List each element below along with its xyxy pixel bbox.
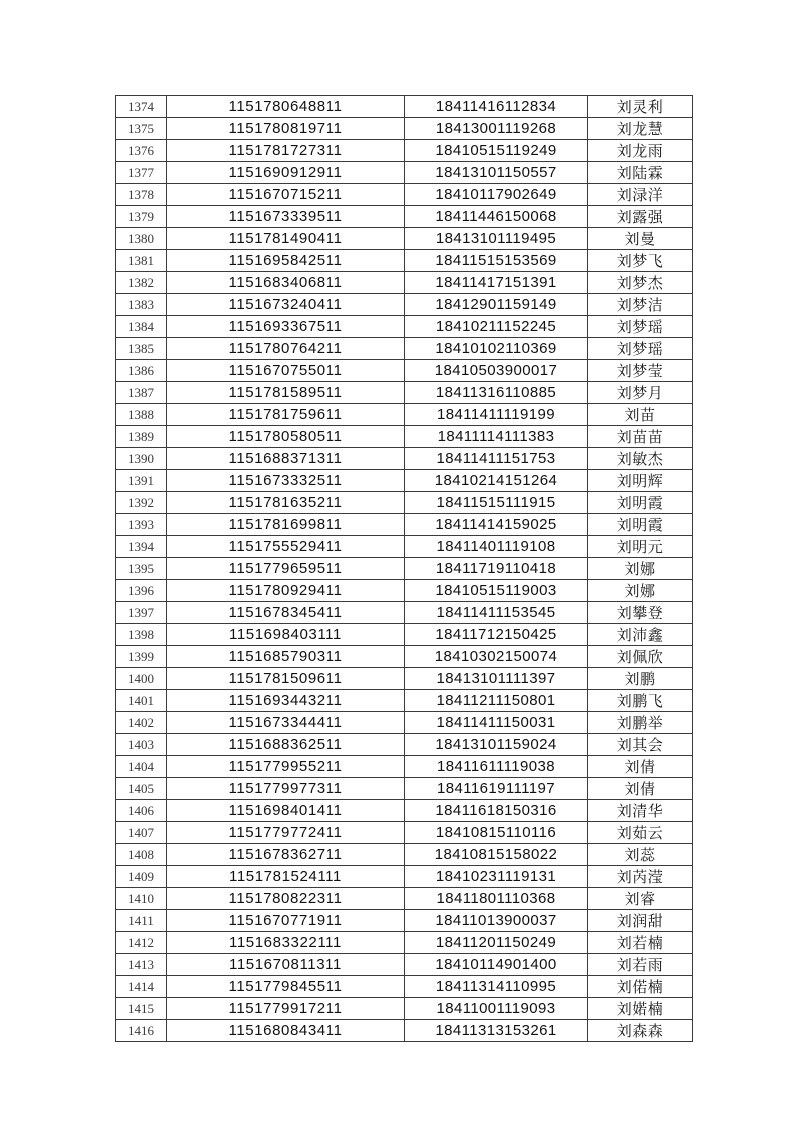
id-number-cell: 1151780822311 bbox=[167, 888, 405, 910]
code-number-cell: 18410302150074 bbox=[405, 646, 588, 668]
code-number-cell: 18413001119268 bbox=[405, 118, 588, 140]
person-name-cell: 刘渌洋 bbox=[588, 184, 693, 206]
table-row bbox=[116, 140, 693, 162]
table-row bbox=[116, 954, 693, 976]
table-row bbox=[116, 338, 693, 360]
id-number-cell: 1151779955211 bbox=[167, 756, 405, 778]
row-number-cell: 1408 bbox=[116, 844, 167, 866]
code-number-cell: 18413101159024 bbox=[405, 734, 588, 756]
code-number-cell: 18410231119131 bbox=[405, 866, 588, 888]
id-number-cell: 1151781524111 bbox=[167, 866, 405, 888]
row-number-cell: 1412 bbox=[116, 932, 167, 954]
table-row bbox=[116, 668, 693, 690]
table-row bbox=[116, 426, 693, 448]
code-number-cell: 18411611119038 bbox=[405, 756, 588, 778]
id-number-cell: 1151695842511 bbox=[167, 250, 405, 272]
row-number-cell: 1395 bbox=[116, 558, 167, 580]
row-number-cell: 1390 bbox=[116, 448, 167, 470]
id-number-cell: 1151781699811 bbox=[167, 514, 405, 536]
person-name-cell: 刘蕊 bbox=[588, 844, 693, 866]
table-row bbox=[116, 976, 693, 998]
row-number-cell: 1378 bbox=[116, 184, 167, 206]
code-number-cell: 18410102110369 bbox=[405, 338, 588, 360]
row-number-cell: 1403 bbox=[116, 734, 167, 756]
id-number-cell: 1151683322111 bbox=[167, 932, 405, 954]
table-row bbox=[116, 470, 693, 492]
code-number-cell: 18411414159025 bbox=[405, 514, 588, 536]
person-name-cell: 刘鹏飞 bbox=[588, 690, 693, 712]
person-name-cell: 刘倩 bbox=[588, 756, 693, 778]
code-number-cell: 18413101111397 bbox=[405, 668, 588, 690]
table-row bbox=[116, 888, 693, 910]
table-row bbox=[116, 448, 693, 470]
id-number-cell: 1151670715211 bbox=[167, 184, 405, 206]
code-number-cell: 18411515153569 bbox=[405, 250, 588, 272]
person-name-cell: 刘佩欣 bbox=[588, 646, 693, 668]
table-row bbox=[116, 96, 693, 118]
table-row bbox=[116, 250, 693, 272]
table-row bbox=[116, 360, 693, 382]
code-number-cell: 18410503900017 bbox=[405, 360, 588, 382]
person-name-cell: 刘倩 bbox=[588, 778, 693, 800]
id-number-cell: 1151688371311 bbox=[167, 448, 405, 470]
row-number-cell: 1374 bbox=[116, 96, 167, 118]
row-number-cell: 1410 bbox=[116, 888, 167, 910]
row-number-cell: 1377 bbox=[116, 162, 167, 184]
code-number-cell: 18411211150801 bbox=[405, 690, 588, 712]
person-name-cell: 刘若雨 bbox=[588, 954, 693, 976]
person-name-cell: 刘芮滢 bbox=[588, 866, 693, 888]
row-number-cell: 1416 bbox=[116, 1020, 167, 1042]
table-row bbox=[116, 184, 693, 206]
code-number-cell: 18411313153261 bbox=[405, 1020, 588, 1042]
row-number-cell: 1381 bbox=[116, 250, 167, 272]
id-number-cell: 1151781727311 bbox=[167, 140, 405, 162]
code-number-cell: 18410515119003 bbox=[405, 580, 588, 602]
row-number-cell: 1401 bbox=[116, 690, 167, 712]
row-number-cell: 1400 bbox=[116, 668, 167, 690]
person-name-cell: 刘森森 bbox=[588, 1020, 693, 1042]
id-number-cell: 1151781490411 bbox=[167, 228, 405, 250]
id-number-cell: 1151688362511 bbox=[167, 734, 405, 756]
table-row bbox=[116, 778, 693, 800]
row-number-cell: 1380 bbox=[116, 228, 167, 250]
roster-table bbox=[115, 95, 693, 1042]
table-row bbox=[116, 756, 693, 778]
code-number-cell: 18411719110418 bbox=[405, 558, 588, 580]
person-name-cell: 刘龙慧 bbox=[588, 118, 693, 140]
id-number-cell: 1151678345411 bbox=[167, 602, 405, 624]
table-row bbox=[116, 294, 693, 316]
code-number-cell: 18410114901400 bbox=[405, 954, 588, 976]
person-name-cell: 刘梦飞 bbox=[588, 250, 693, 272]
person-name-cell: 刘睿 bbox=[588, 888, 693, 910]
row-number-cell: 1394 bbox=[116, 536, 167, 558]
code-number-cell: 18411411153545 bbox=[405, 602, 588, 624]
row-number-cell: 1415 bbox=[116, 998, 167, 1020]
row-number-cell: 1391 bbox=[116, 470, 167, 492]
person-name-cell: 刘偌楠 bbox=[588, 976, 693, 998]
roster-table-body bbox=[116, 96, 693, 1042]
row-number-cell: 1402 bbox=[116, 712, 167, 734]
code-number-cell: 18411712150425 bbox=[405, 624, 588, 646]
id-number-cell: 1151781635211 bbox=[167, 492, 405, 514]
table-row bbox=[116, 162, 693, 184]
row-number-cell: 1388 bbox=[116, 404, 167, 426]
id-number-cell: 1151673339511 bbox=[167, 206, 405, 228]
row-number-cell: 1404 bbox=[116, 756, 167, 778]
code-number-cell: 18411201150249 bbox=[405, 932, 588, 954]
id-number-cell: 1151780648811 bbox=[167, 96, 405, 118]
code-number-cell: 18411316110885 bbox=[405, 382, 588, 404]
id-number-cell: 1151755529411 bbox=[167, 536, 405, 558]
person-name-cell: 刘沛鑫 bbox=[588, 624, 693, 646]
table-row bbox=[116, 998, 693, 1020]
code-number-cell: 18412901159149 bbox=[405, 294, 588, 316]
id-number-cell: 1151673332511 bbox=[167, 470, 405, 492]
row-number-cell: 1396 bbox=[116, 580, 167, 602]
table-row bbox=[116, 690, 693, 712]
person-name-cell: 刘陆霖 bbox=[588, 162, 693, 184]
row-number-cell: 1405 bbox=[116, 778, 167, 800]
person-name-cell: 刘露强 bbox=[588, 206, 693, 228]
table-row bbox=[116, 118, 693, 140]
row-number-cell: 1392 bbox=[116, 492, 167, 514]
table-row bbox=[116, 514, 693, 536]
id-number-cell: 1151698403111 bbox=[167, 624, 405, 646]
code-number-cell: 18411411119199 bbox=[405, 404, 588, 426]
code-number-cell: 18411401119108 bbox=[405, 536, 588, 558]
id-number-cell: 1151780580511 bbox=[167, 426, 405, 448]
person-name-cell: 刘梦杰 bbox=[588, 272, 693, 294]
id-number-cell: 1151779659511 bbox=[167, 558, 405, 580]
code-number-cell: 18413101119495 bbox=[405, 228, 588, 250]
person-name-cell: 刘鹏举 bbox=[588, 712, 693, 734]
person-name-cell: 刘龙雨 bbox=[588, 140, 693, 162]
code-number-cell: 18411619111197 bbox=[405, 778, 588, 800]
table-row bbox=[116, 316, 693, 338]
row-number-cell: 1389 bbox=[116, 426, 167, 448]
row-number-cell: 1411 bbox=[116, 910, 167, 932]
code-number-cell: 18413101150557 bbox=[405, 162, 588, 184]
row-number-cell: 1379 bbox=[116, 206, 167, 228]
code-number-cell: 18411417151391 bbox=[405, 272, 588, 294]
id-number-cell: 1151683406811 bbox=[167, 272, 405, 294]
person-name-cell: 刘梦瑶 bbox=[588, 338, 693, 360]
id-number-cell: 1151673344411 bbox=[167, 712, 405, 734]
id-number-cell: 1151779772411 bbox=[167, 822, 405, 844]
table-row bbox=[116, 1020, 693, 1042]
id-number-cell: 1151680843411 bbox=[167, 1020, 405, 1042]
table-row bbox=[116, 712, 693, 734]
code-number-cell: 18410515119249 bbox=[405, 140, 588, 162]
person-name-cell: 刘鹏 bbox=[588, 668, 693, 690]
person-name-cell: 刘娜 bbox=[588, 558, 693, 580]
id-number-cell: 1151693443211 bbox=[167, 690, 405, 712]
row-number-cell: 1385 bbox=[116, 338, 167, 360]
table-row bbox=[116, 734, 693, 756]
table-row bbox=[116, 866, 693, 888]
person-name-cell: 刘苗苗 bbox=[588, 426, 693, 448]
person-name-cell: 刘梦瑶 bbox=[588, 316, 693, 338]
row-number-cell: 1406 bbox=[116, 800, 167, 822]
id-number-cell: 1151673240411 bbox=[167, 294, 405, 316]
person-name-cell: 刘婼楠 bbox=[588, 998, 693, 1020]
id-number-cell: 1151690912911 bbox=[167, 162, 405, 184]
code-number-cell: 18411515111915 bbox=[405, 492, 588, 514]
code-number-cell: 18410214151264 bbox=[405, 470, 588, 492]
table-row bbox=[116, 624, 693, 646]
code-number-cell: 18411314110995 bbox=[405, 976, 588, 998]
id-number-cell: 1151698401411 bbox=[167, 800, 405, 822]
table-row bbox=[116, 602, 693, 624]
id-number-cell: 1151678362711 bbox=[167, 844, 405, 866]
code-number-cell: 18411114111383 bbox=[405, 426, 588, 448]
id-number-cell: 1151685790311 bbox=[167, 646, 405, 668]
code-number-cell: 18410815158022 bbox=[405, 844, 588, 866]
person-name-cell: 刘攀登 bbox=[588, 602, 693, 624]
table-row bbox=[116, 272, 693, 294]
id-number-cell: 1151780929411 bbox=[167, 580, 405, 602]
person-name-cell: 刘明霞 bbox=[588, 514, 693, 536]
person-name-cell: 刘若楠 bbox=[588, 932, 693, 954]
row-number-cell: 1387 bbox=[116, 382, 167, 404]
person-name-cell: 刘茹云 bbox=[588, 822, 693, 844]
code-number-cell: 18411446150068 bbox=[405, 206, 588, 228]
id-number-cell: 1151780819711 bbox=[167, 118, 405, 140]
person-name-cell: 刘灵利 bbox=[588, 96, 693, 118]
person-name-cell: 刘明元 bbox=[588, 536, 693, 558]
row-number-cell: 1393 bbox=[116, 514, 167, 536]
id-number-cell: 1151781759611 bbox=[167, 404, 405, 426]
table-row bbox=[116, 382, 693, 404]
code-number-cell: 18410815110116 bbox=[405, 822, 588, 844]
code-number-cell: 18411013900037 bbox=[405, 910, 588, 932]
id-number-cell: 1151779917211 bbox=[167, 998, 405, 1020]
row-number-cell: 1375 bbox=[116, 118, 167, 140]
id-number-cell: 1151670811311 bbox=[167, 954, 405, 976]
person-name-cell: 刘润甜 bbox=[588, 910, 693, 932]
table-row bbox=[116, 228, 693, 250]
person-name-cell: 刘梦月 bbox=[588, 382, 693, 404]
id-number-cell: 1151781509611 bbox=[167, 668, 405, 690]
code-number-cell: 18411001119093 bbox=[405, 998, 588, 1020]
table-row bbox=[116, 800, 693, 822]
person-name-cell: 刘明霞 bbox=[588, 492, 693, 514]
code-number-cell: 18410117902649 bbox=[405, 184, 588, 206]
row-number-cell: 1414 bbox=[116, 976, 167, 998]
code-number-cell: 18411411151753 bbox=[405, 448, 588, 470]
row-number-cell: 1407 bbox=[116, 822, 167, 844]
row-number-cell: 1383 bbox=[116, 294, 167, 316]
row-number-cell: 1376 bbox=[116, 140, 167, 162]
id-number-cell: 1151781589511 bbox=[167, 382, 405, 404]
table-row bbox=[116, 932, 693, 954]
table-row bbox=[116, 558, 693, 580]
row-number-cell: 1398 bbox=[116, 624, 167, 646]
id-number-cell: 1151779977311 bbox=[167, 778, 405, 800]
row-number-cell: 1399 bbox=[116, 646, 167, 668]
person-name-cell: 刘苗 bbox=[588, 404, 693, 426]
person-name-cell: 刘曼 bbox=[588, 228, 693, 250]
person-name-cell: 刘敏杰 bbox=[588, 448, 693, 470]
row-number-cell: 1413 bbox=[116, 954, 167, 976]
table-row bbox=[116, 404, 693, 426]
code-number-cell: 18410211152245 bbox=[405, 316, 588, 338]
table-row bbox=[116, 536, 693, 558]
table-row bbox=[116, 580, 693, 602]
id-number-cell: 1151693367511 bbox=[167, 316, 405, 338]
person-name-cell: 刘清华 bbox=[588, 800, 693, 822]
code-number-cell: 18411801110368 bbox=[405, 888, 588, 910]
table-row bbox=[116, 492, 693, 514]
code-number-cell: 18411618150316 bbox=[405, 800, 588, 822]
id-number-cell: 1151779845511 bbox=[167, 976, 405, 998]
id-number-cell: 1151670755011 bbox=[167, 360, 405, 382]
table-row bbox=[116, 844, 693, 866]
table-row bbox=[116, 206, 693, 228]
code-number-cell: 18411411150031 bbox=[405, 712, 588, 734]
row-number-cell: 1409 bbox=[116, 866, 167, 888]
table-row bbox=[116, 646, 693, 668]
person-name-cell: 刘娜 bbox=[588, 580, 693, 602]
table-row bbox=[116, 910, 693, 932]
person-name-cell: 刘明辉 bbox=[588, 470, 693, 492]
table-row bbox=[116, 822, 693, 844]
row-number-cell: 1384 bbox=[116, 316, 167, 338]
id-number-cell: 1151780764211 bbox=[167, 338, 405, 360]
row-number-cell: 1386 bbox=[116, 360, 167, 382]
row-number-cell: 1382 bbox=[116, 272, 167, 294]
person-name-cell: 刘其会 bbox=[588, 734, 693, 756]
id-number-cell: 1151670771911 bbox=[167, 910, 405, 932]
person-name-cell: 刘梦洁 bbox=[588, 294, 693, 316]
person-name-cell: 刘梦莹 bbox=[588, 360, 693, 382]
code-number-cell: 18411416112834 bbox=[405, 96, 588, 118]
row-number-cell: 1397 bbox=[116, 602, 167, 624]
